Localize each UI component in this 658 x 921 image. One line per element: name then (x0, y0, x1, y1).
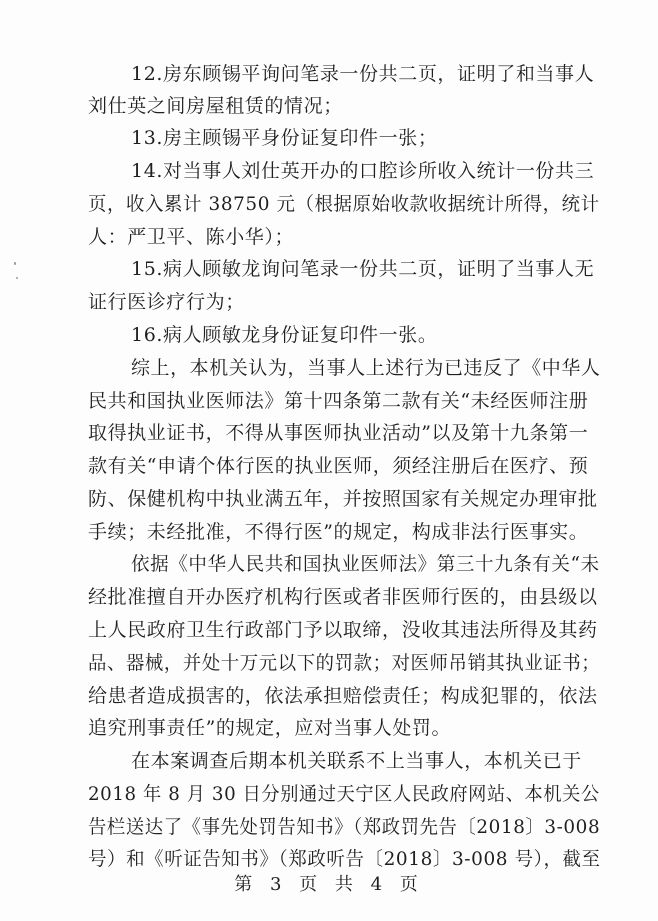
text-line: 2018 年 8 月 30 日分别通过天宁区人民政府网站、本机关公 (88, 783, 600, 805)
text-line: 经批准擅自开办医疗机构行医或者非医师行医的，由县级以 (88, 586, 598, 608)
text-line: 13.房主顾锡平身份证复印件一张； (131, 127, 438, 149)
text-line: 手续；未经批准，不得行医”的规定，构成非法行医事实。 (88, 521, 589, 543)
text-line: 在本案调查后期本机关联系不上当事人，本机关已于 (131, 750, 582, 772)
text-line: 号）和《听证告知书》（郑政听告〔2018〕3-008 号），截至 (88, 848, 601, 870)
text-line: 民共和国执业医师法》第十四条第二款有关“未经医师注册 (88, 390, 589, 412)
scan-mark (16, 277, 18, 279)
text-line: 款有关“申请个体行医的执业医师，须经注册后在医疗、预 (88, 455, 589, 477)
text-line: 综上，本机关认为，当事人上述行为已违反了《中华人 (131, 357, 601, 379)
text-line: 给患者造成损害的，依法承担赔偿责任；构成犯罪的，依法 (88, 685, 598, 707)
text-line: 人：严卫平、陈小华）； (88, 226, 295, 248)
text-line: 页，收入累计 38750 元（根据原始收款收据统计所得，统计 (88, 193, 600, 215)
text-line: 品、器械，并处十万元以下的罚款；对医师吊销其执业证书； (88, 652, 601, 674)
text-line: 上人民政府卫生行政部门予以取缔，没收其违法所得及其药 (88, 619, 598, 641)
text-line: 15.病人顾敏龙询问笔录一份共二页，证明了当事人无 (131, 258, 595, 280)
text-line: 14.对当事人刘仕英开办的口腔诊所收入统计一份共三 (131, 160, 595, 182)
text-line: 证行医诊疗行为； (88, 291, 245, 313)
text-line: 防、保健机构中执业满五年，并按照国家有关规定办理审批 (88, 488, 598, 510)
page-footer: 第 3 页 共 4 页 (234, 874, 424, 895)
scan-mark (14, 262, 16, 265)
text-line: 依据《中华人民共和国执业医师法》第三十九条有关“未 (131, 553, 600, 575)
text-line: 告栏送达了《事先处罚告知书》（郑政罚先告〔2018〕3-008 (88, 816, 601, 838)
text-line: 12.房东顾锡平询问笔录一份共二页，证明了和当事人 (131, 63, 595, 85)
text-line: 追究刑事责任”的规定，应对当事人处罚。 (88, 717, 452, 739)
text-line: 刘仕英之间房屋租赁的情况； (88, 95, 343, 117)
text-line: 取得执业证书，不得从事医师执业活动”以及第十九条第一 (88, 422, 589, 444)
text-line: 16.病人顾敏龙身份证复印件一张。 (131, 324, 438, 346)
